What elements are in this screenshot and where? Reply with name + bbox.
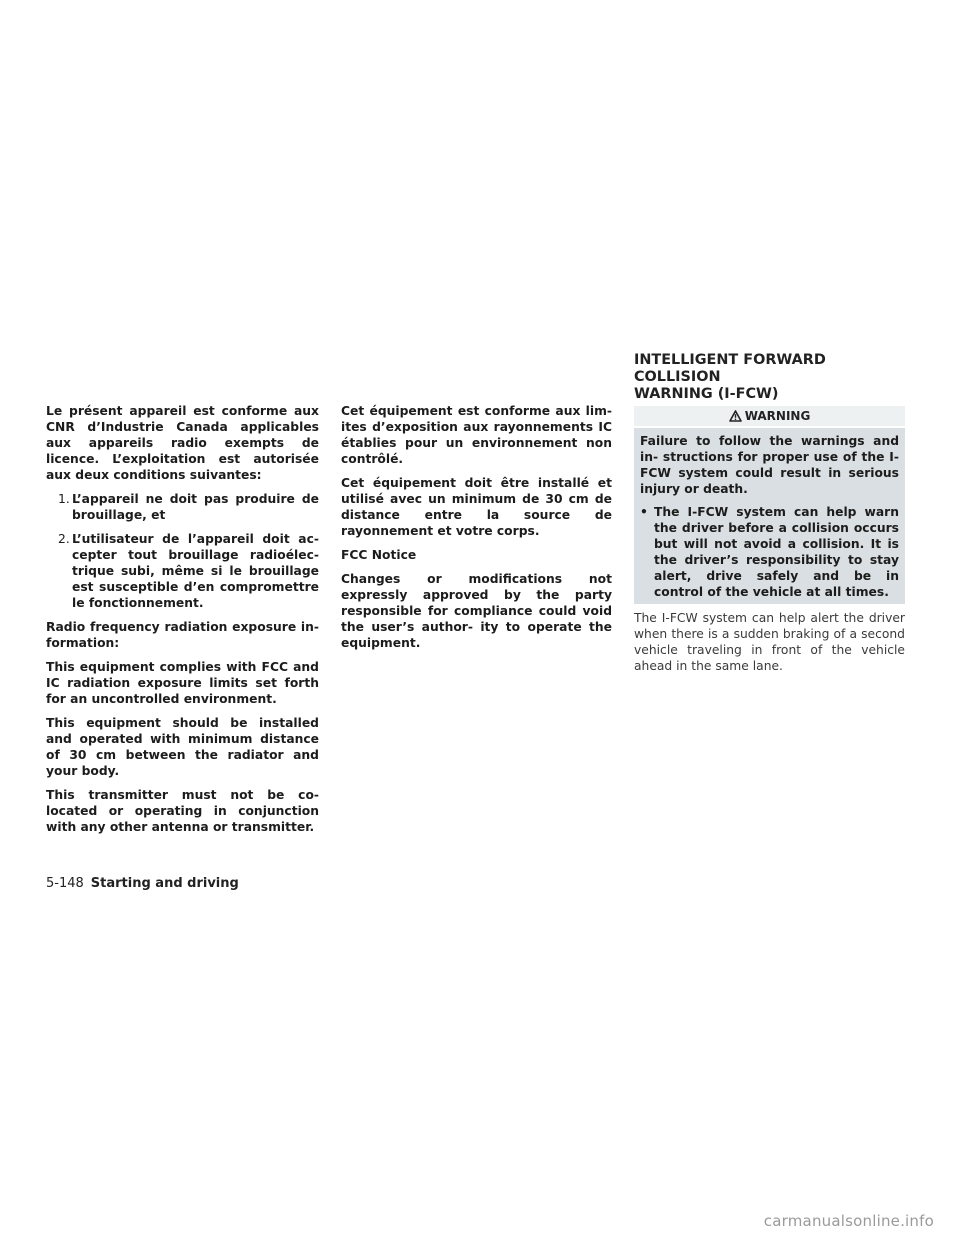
footer-section-name: Starting and driving xyxy=(90,876,239,891)
list-item-number: 1. xyxy=(58,492,70,506)
fcc-notice-heading: FCC Notice xyxy=(341,548,417,562)
section-title xyxy=(634,352,914,403)
column-2 xyxy=(341,403,612,659)
warning-triangle-icon xyxy=(729,410,742,422)
bullet-mark: • xyxy=(640,505,648,519)
warning-body xyxy=(634,428,905,600)
section-title-line-1: INTELLIGENT FORWARD COLLISION xyxy=(634,352,826,385)
warning-bullet xyxy=(640,504,899,600)
list-item xyxy=(46,491,319,523)
warning-box xyxy=(634,406,905,604)
warning-bullet-text: The I-FCW system can help warn the driver before a collision occurs but will not avoid a collision. It is the driver’s responsibility to stay alert, drive safely and be in control of the vehicle at all times. xyxy=(654,505,899,599)
ifcw-description: The I-FCW system can help alert the driver when there is a sudden braking of a second vehicle traveling in front of the vehicle ahead in the same lane. xyxy=(634,611,905,673)
colocation-paragraph: This transmitter must not be co-located or operating in conjunction with any other antenna or transmitter. xyxy=(46,788,319,834)
warning-text: Failure to follow the warnings and in- structions for proper use of the I-FCW system could result in serious injury or death. xyxy=(640,434,899,496)
installation-distance-fr-paragraph: Cet équipement doit être installé et utilisé avec un minimum de 30 cm de distance entre la source de rayonnement et votre corps. xyxy=(341,476,612,538)
list-item-text: L’utilisateur de l’appareil doit ac- cepter tout brouillage radioélec- trique subi, même si le brouillage est susceptible d’en compromettre le fonctionnement. xyxy=(72,532,319,610)
warning-label: WARNING xyxy=(744,409,811,423)
list-item-text: L’appareil ne doit pas produire de brouillage, et xyxy=(72,492,319,522)
list-item-number: 2. xyxy=(58,532,70,546)
fcc-modifications-paragraph: Changes or modifications not expressly approved by the party responsible for compliance could void the user’s author- ity to operate the equipment. xyxy=(341,572,612,650)
section-title-line-2: WARNING (I-FCW) xyxy=(634,386,779,402)
canada-rss-intro: Le présent appareil est conforme aux CNR d’Industrie Canada applicables aux appareils radio exempts de licence. L’exploitation est autorisée aux deux conditions suivantes: xyxy=(46,404,319,482)
column-1 xyxy=(46,403,319,843)
rf-exposure-heading: Radio frequency radiation exposure in- formation: xyxy=(46,620,319,650)
warning-header xyxy=(634,406,905,428)
page-number: 5-148 xyxy=(46,876,84,891)
fcc-ic-compliance-paragraph: This equipment complies with FCC and IC radiation exposure limits set forth for an uncontrolled environment. xyxy=(46,660,319,706)
page-footer xyxy=(46,876,239,892)
watermark: carmanualsonline.info xyxy=(763,1212,934,1230)
ic-exposure-paragraph: Cet équipement est conforme aux lim- ites d’exposition aux rayonnements IC établies pour un environnement non contrôlé. xyxy=(341,404,612,466)
installation-distance-paragraph: This equipment should be installed and operated with minimum distance of 30 cm between the radiator and your body. xyxy=(46,716,319,778)
list-item xyxy=(46,531,319,611)
column-3 xyxy=(634,406,905,674)
conditions-list xyxy=(46,491,319,611)
